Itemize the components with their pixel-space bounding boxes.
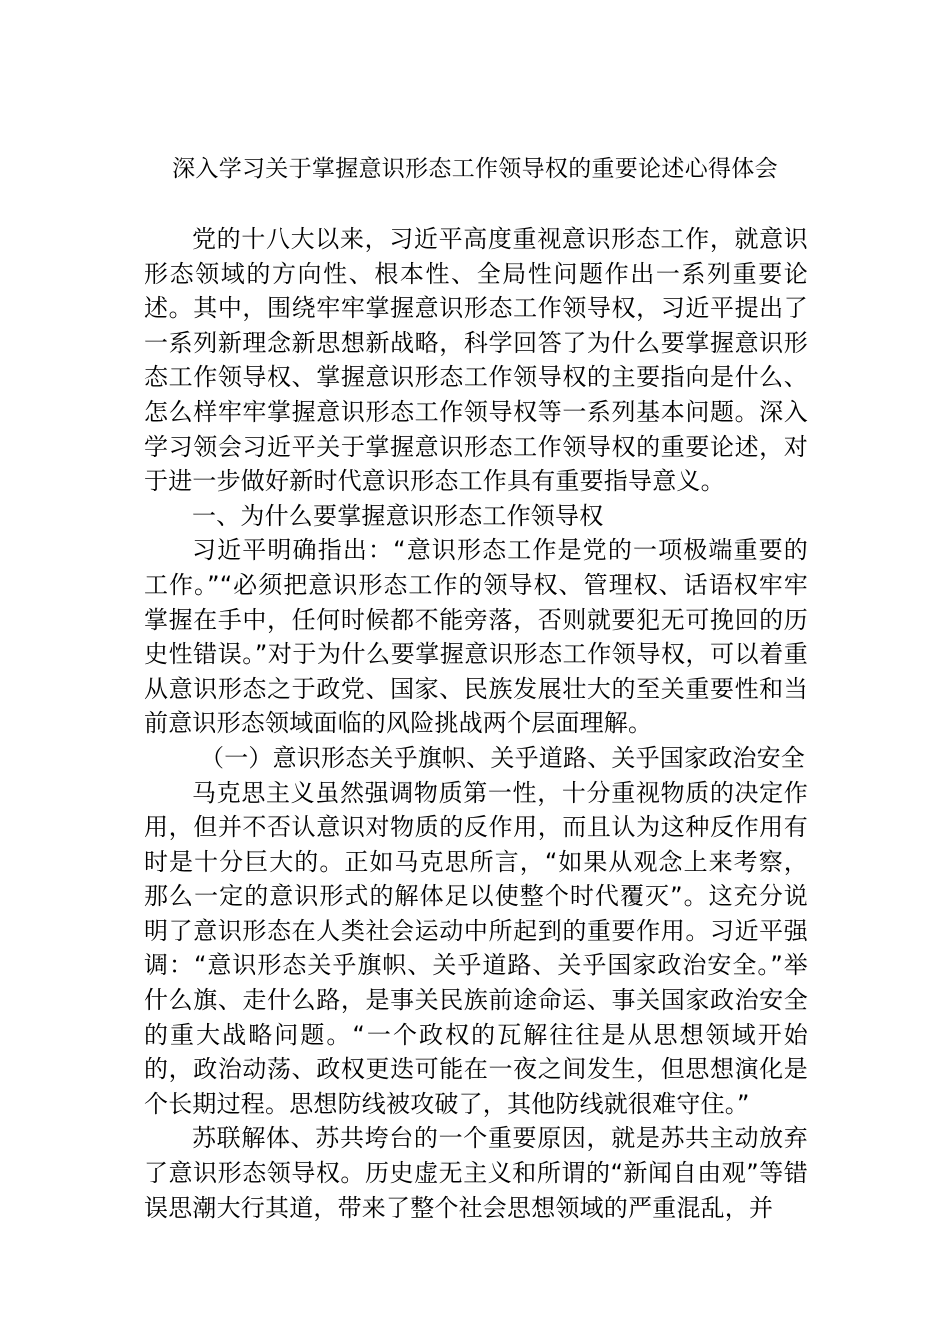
paragraph-section-1: 习近平明确指出：“意识形态工作是党的一项极端重要的工作。”“必须把意识形态工作的领导权、管理权、话语权牢牢掌握在手中，任何时候都不能旁落，否则就要犯无可挽回的历史性错误。”对于为什么要掌握意识形态工作领导权，可以着重从意识形态之于政党、国家、民族发展壮大的至关重要性和当前意识形态领域面临的风险挑战两个层面理解。 xyxy=(144,536,808,738)
document-title: 深入学习关于掌握意识形态工作领导权的重要论述心得体会 xyxy=(172,156,778,182)
document-body xyxy=(144,222,808,1225)
paragraph-subsection-1: 马克思主义虽然强调物质第一性，十分重视物质的决定作用，但并不否认意识对物质的反作用，而且认为这种反作用有时是十分巨大的。正如马克思所言，“如果从观念上来考察，那么一定的意识形式的解体足以使整个时代覆灭”。这充分说明了意识形态在人类社会运动中所起到的重要作用。习近平强调：“意识形态关乎旗帜、关乎道路、关乎国家政治安全。”举什么旗、走什么路，是事关民族前途命运、事关国家政治安全的重大战略问题。“一个政权的瓦解往往是从思想领域开始的，政治动荡、政权更迭可能在一夜之间发生，但思想演化是个长期过程。思想防线被攻破了，其他防线就很难守住。” xyxy=(144,778,808,1118)
subsection-heading-1: （一）意识形态关乎旗帜、关乎道路、关乎国家政治安全 xyxy=(200,743,805,772)
paragraph-intro: 党的十八大以来，习近平高度重视意识形态工作，就意识形态领域的方向性、根本性、全局性问题作出一系列重要论述。其中，围绕牢牢掌握意识形态工作领导权，习近平提出了一系列新理念新思想新战略，科学回答了为什么要掌握意识形态工作领导权、掌握意识形态工作领导权的主要指向是什么、怎么样牢牢掌握意识形态工作领导权等一系列基本问题。深入学习领会习近平关于掌握意识形态工作领导权的重要论述，对于进一步做好新时代意识形态工作具有重要指导意义。 xyxy=(144,225,808,496)
paragraph-soviet: 苏联解体、苏共垮台的一个重要原因，就是苏共主动放弃了意识形态领导权。历史虚无主义和所谓的“新闻自由观”等错误思潮大行其道，带来了整个社会思想领域的严重混乱，并 xyxy=(144,1124,808,1222)
section-heading-1: 一、为什么要掌握意识形态工作领导权 xyxy=(192,501,604,530)
